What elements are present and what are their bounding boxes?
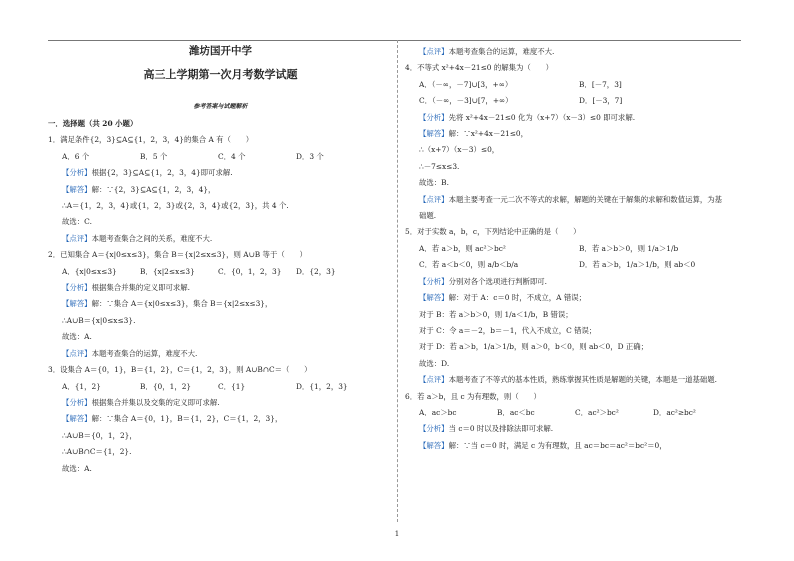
left-column <box>48 44 393 477</box>
question-stem: 1．满足条件{2，3}⊆A⊆{1，2，3，4}的集合 A 有（ ） <box>48 135 254 145</box>
label-text: 本题考查了不等式的基本性质，熟练掌握其性质是解题的关键，本题是一道基础题. <box>448 375 717 385</box>
solution-line: ∴A＝{1，2，3，4}或{1，2，3}或{2，3，4}或{2，3}，共 4 个. <box>62 201 289 211</box>
solution-line: 故选：C. <box>62 217 92 227</box>
labeled-line <box>48 165 393 181</box>
label-text: 根据集合并集的定义即可求解. <box>91 283 191 293</box>
label-tag: 【分析】 <box>419 276 449 286</box>
option-choice: D．若 a＞b，1/a＞1/b，则 ab＜0 <box>579 260 696 270</box>
question-stem: 6．若 a＞b，且 c 为有理数，则（ ） <box>405 391 541 401</box>
solution-line: 故选：A. <box>62 332 92 342</box>
header-rule <box>48 40 741 41</box>
option-row <box>48 149 393 165</box>
label-text: 本题主要考查一元二次不等式的求解，解题的关键在于解集的求解和数值运算，为基 <box>448 194 723 204</box>
labeled-line <box>405 290 745 306</box>
labeled-line <box>48 411 393 427</box>
option-choice: B．[－7，3] <box>579 79 622 89</box>
solution-line: ∴A∪B∩C＝{1，2}. <box>62 447 132 457</box>
label-text: 本题考查集合的运算，难度不大. <box>91 348 198 358</box>
labeled-line <box>48 231 393 247</box>
labeled-line <box>405 110 745 126</box>
solution-line: 础题. <box>419 211 437 221</box>
question-stem: 5．对于实数 a，b，c，下列结论中正确的是（ ） <box>405 227 581 237</box>
label-tag: 【解答】 <box>62 414 92 424</box>
solution-line: 故选：B. <box>419 178 449 188</box>
label-text: 解：∵x²+4x－21≤0， <box>448 129 529 139</box>
question-stem: 2．已知集合 A＝{x|0≤x≤3}，集合 B＝{x|2≤x≤3}，则 A∪B 等于（ ） <box>48 250 307 260</box>
labeled-line <box>48 280 393 296</box>
answer-subtitle: 参考答案与试题解析 <box>193 103 248 110</box>
solution-line: ∴A∪B＝{x|0≤x≤3}. <box>62 315 136 325</box>
option-choice: C．{0，1，2，3} <box>218 266 282 276</box>
option-choice: A．{1，2} <box>62 381 101 391</box>
option-choice: C．若 a＜b＜0，则 a/b＜b/a <box>419 260 519 270</box>
label-tag: 【点评】 <box>62 348 92 358</box>
option-choice: B．{0，1，2} <box>140 381 192 391</box>
label-text: 先将 x²+4x－21≤0 化为（x+7）（x－3）≤0 即可求解. <box>448 112 636 122</box>
label-text: 解：∵{2，3}⊆A⊆{1，2，3，4}， <box>91 184 216 194</box>
option-choice: A．6 个 <box>62 151 90 161</box>
labeled-line <box>405 274 745 290</box>
label-tag: 【点评】 <box>419 47 449 56</box>
solution-line: ∴－7≤x≤3. <box>419 161 460 171</box>
option-choice: B．若 a＞b＞0，则 1/a＞1/b <box>579 243 679 253</box>
label-text: 本题考查集合的运算，难度不大. <box>448 47 555 56</box>
solution-line: ∴A∪B＝{0，1，2}， <box>62 430 137 440</box>
option-choice: A．（－∞，－7]∪[3，+∞） <box>419 79 513 89</box>
label-text: 解：∵当 c＝0 时，满足 c 为有理数，且 ac＝bc＝ac²＝bc²＝0， <box>448 440 667 450</box>
option-row <box>48 379 393 395</box>
option-row <box>405 77 745 93</box>
label-tag: 【点评】 <box>419 375 449 385</box>
labeled-line <box>405 421 745 437</box>
option-choice: C．4 个 <box>218 151 246 161</box>
labeled-line <box>405 44 745 60</box>
label-text: 解：对于 A：c＝0 时，不成立，A 错误； <box>448 293 587 303</box>
label-tag: 【解答】 <box>62 184 92 194</box>
labeled-line <box>405 438 745 454</box>
page-number: 1 <box>394 530 400 538</box>
label-tag: 【解答】 <box>419 293 449 303</box>
option-choice: A．若 a＞b，则 ac²＞bc² <box>419 243 506 253</box>
labeled-line <box>405 192 745 208</box>
option-choice: D．{1，2，3} <box>296 381 348 391</box>
option-choice: D．3 个 <box>296 151 324 161</box>
solution-line: 对于 B：若 a＞b＞0，则 1/a＜1/b，B 错误； <box>419 309 573 319</box>
option-choice: C．{1} <box>218 381 246 391</box>
solution-line: 对于 D：若 a＞b，1/a＞1/b，则 a＞0，b＜0，则 ab＜0，D 正确； <box>419 342 649 352</box>
label-tag: 【解答】 <box>419 440 449 450</box>
label-tag: 【点评】 <box>419 194 449 204</box>
label-tag: 【解答】 <box>419 129 449 139</box>
labeled-line <box>48 182 393 198</box>
label-tag: 【分析】 <box>62 168 92 178</box>
label-tag: 【分析】 <box>62 397 92 407</box>
option-row <box>405 241 745 257</box>
labeled-line <box>48 296 393 312</box>
label-text: 分别对各个选项进行判断即可. <box>448 276 548 286</box>
question-stem: 4．不等式 x²+4x－21≤0 的解集为（ ） <box>405 63 553 73</box>
school-name: 潍坊国开中学 <box>189 45 252 57</box>
right-body <box>405 44 745 454</box>
exam-title: 高三上学期第一次月考数学试题 <box>143 68 298 81</box>
option-choice: B．5 个 <box>140 151 168 161</box>
solution-line: 对于 C：令 a＝－2，b＝－1，代入不成立，C 错误； <box>419 325 597 335</box>
section-heading: 一．选择题（共 20 小题） <box>48 119 138 128</box>
solution-line: 故选：D. <box>419 358 450 368</box>
option-choice: D．{2，3} <box>296 266 336 276</box>
label-text: 当 c＝0 时以及排除法即可求解. <box>448 424 554 434</box>
option-choice: D．ac²≥bc² <box>653 407 696 417</box>
column-divider <box>397 40 399 522</box>
label-tag: 【分析】 <box>419 112 449 122</box>
label-text: 解：∵集合 A＝{x|0≤x≤3}，集合 B＝{x|2≤x≤3}， <box>91 299 273 309</box>
label-tag: 【解答】 <box>62 299 92 309</box>
right-column <box>405 44 745 454</box>
label-text: 根据集合并集以及交集的定义即可求解. <box>91 397 220 407</box>
labeled-line <box>405 372 745 388</box>
option-row <box>405 257 745 273</box>
solution-line: ∴（x+7）（x－3）≤0， <box>419 145 500 155</box>
label-text: 根据{2，3}⊆A⊆{1，2，3，4}即可求解. <box>91 168 233 178</box>
option-choice: B．ac＜bc <box>497 407 535 417</box>
option-choice: A．ac＞bc <box>419 407 457 417</box>
question-stem: 3．设集合 A＝{0，1}，B＝{1，2}，C＝{1，2，3}，则 A∪B∩C＝（ ） <box>48 365 312 375</box>
option-choice: C．ac²＞bc² <box>575 407 619 417</box>
labeled-line <box>405 126 745 142</box>
label-text: 解：∵集合 A＝{0，1}，B＝{1，2}，C＝{1，2，3}， <box>91 414 283 424</box>
option-choice: B．{x|2≤x≤3} <box>140 266 195 276</box>
option-row <box>405 93 745 109</box>
label-tag: 【点评】 <box>62 233 92 243</box>
left-body <box>48 132 393 477</box>
option-row <box>48 264 393 280</box>
label-tag: 【分析】 <box>62 283 92 293</box>
label-tag: 【分析】 <box>419 424 449 434</box>
option-choice: C．（－∞，－3]∪[7，+∞） <box>419 96 513 106</box>
labeled-line <box>48 346 393 362</box>
option-choice: D．[－3，7] <box>579 96 623 106</box>
option-row <box>405 405 745 421</box>
label-text: 本题考查集合之间的关系，难度不大. <box>91 233 213 243</box>
option-choice: A．{x|0≤x≤3} <box>62 266 117 276</box>
solution-line: 故选：A. <box>62 463 92 473</box>
labeled-line <box>48 395 393 411</box>
